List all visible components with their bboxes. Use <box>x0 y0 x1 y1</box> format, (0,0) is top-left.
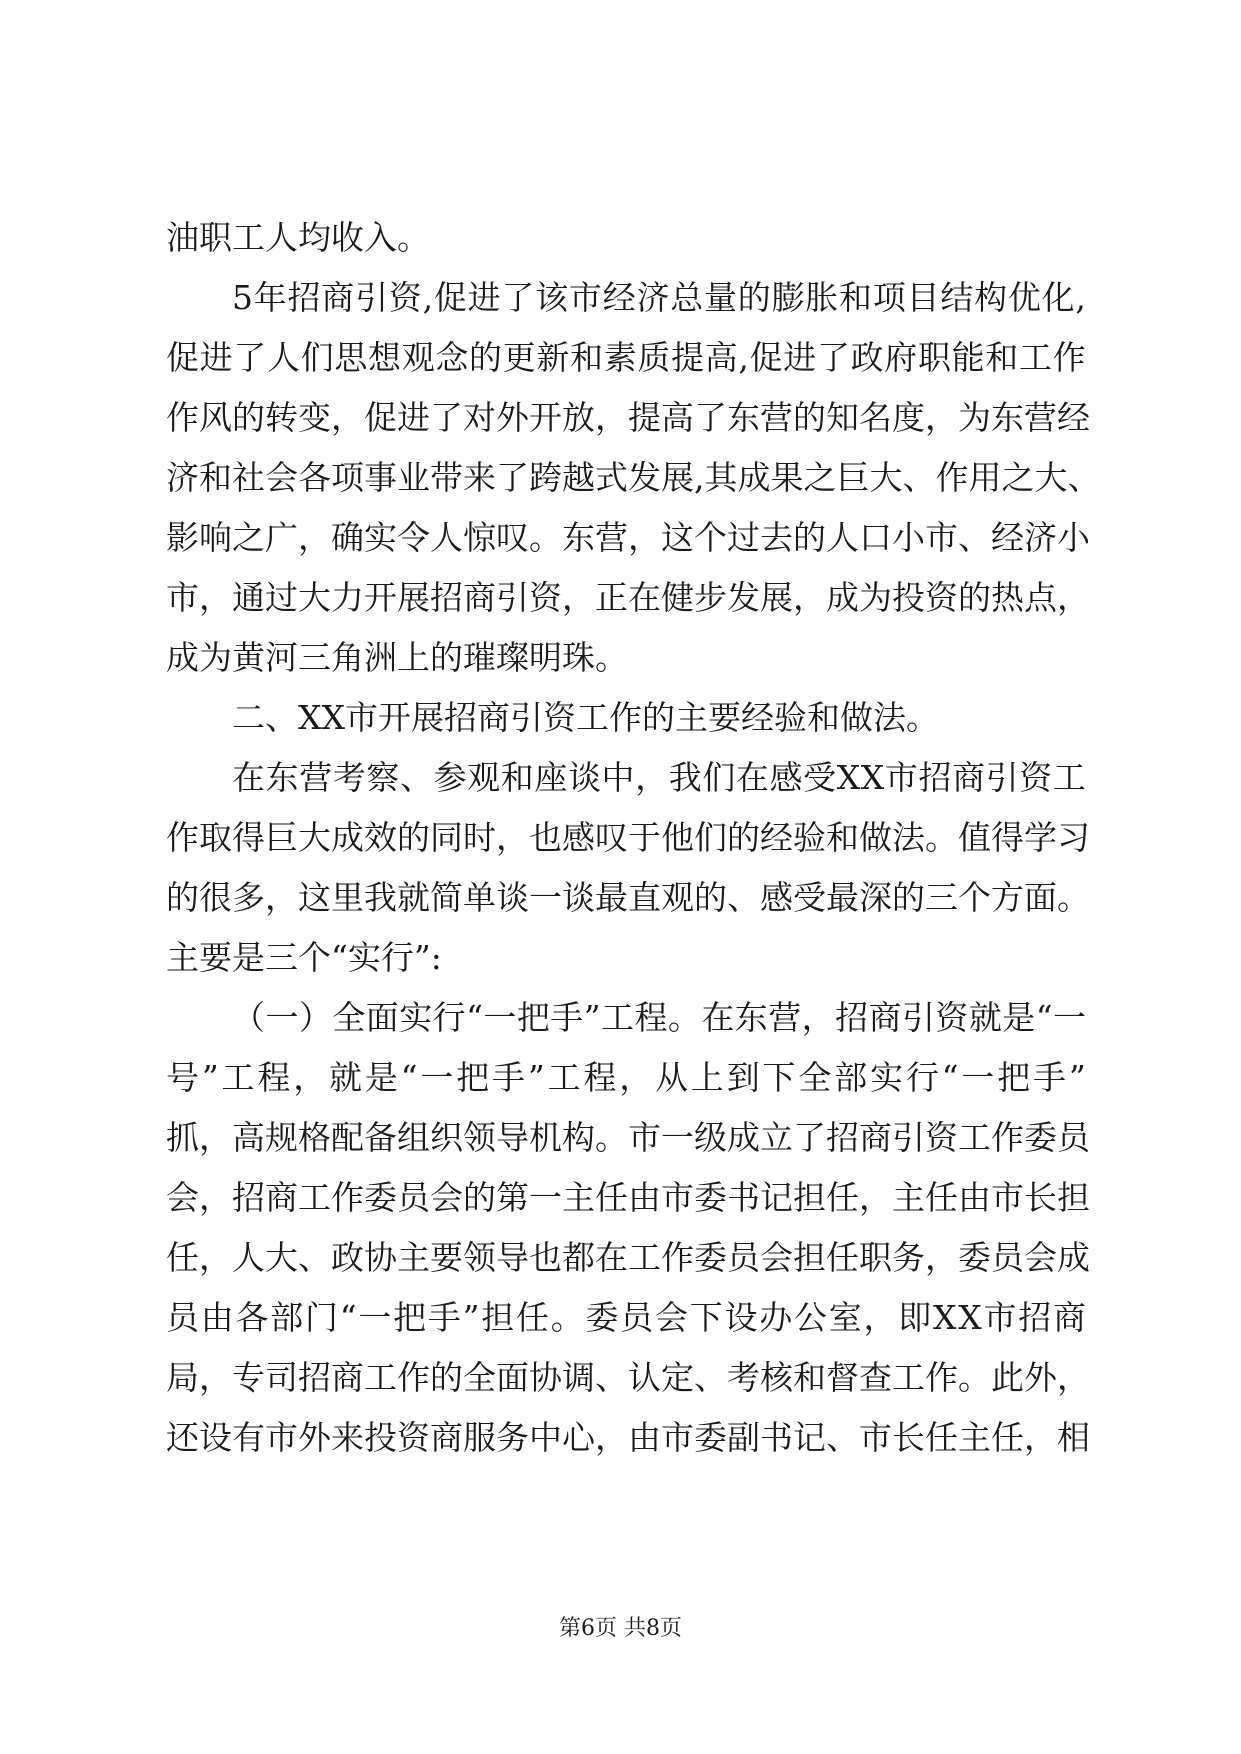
text-line: 号 ” 工 程 ， 就 是 “ 一 把 手 ” 工 程 ， 从 上 到 下 全 部 实 行 “ 一 把 手 ” <box>166 1058 1086 1097</box>
page-footer: 第6页 共8页 <box>559 1616 682 1641</box>
text-line: 抓 ， 高 规 格 配 备 组 织 领 导 机 构 。 市 一 级 成 立 了 招 商 引 资 工 作 委 员 <box>166 1118 1090 1157</box>
text-line: 影 响 之 广 ， 确 实 令 人 惊 叹 。 东 营 ， 这 个 过 去 的 人 口 小 市 、 经 济 小 <box>166 518 1090 557</box>
text-line: 主要是三个“实行”: <box>166 938 442 977</box>
text-line: 成为黄河三角洲上的璀璨明珠。 <box>166 638 628 677</box>
text-line: 促 进 了 人 们 思 想 观 念 的 更 新 和 素 质 提 高 , 促 进 了 政 府 职 能 和 工 作 <box>166 338 1086 377</box>
text-line: （ 一 ） 全 面 实 行 “ 一 把 手 ” 工 程 。 在 东 营 ， 招 商 引 资 就 是 “ 一 <box>232 998 1086 1037</box>
text-line: 市 ， 通 过 大 力 开 展 招 商 引 资 ， 正 在 健 步 发 展 ， 成 为 投 资 的 热 点 ， <box>166 578 1090 617</box>
text-line: 油职工人均收入。 <box>166 218 430 257</box>
text-line: 的 很 多 ， 这 里 我 就 简 单 谈 一 谈 最 直 观 的 、 感 受 最 深 的 三 个 方 面 。 <box>166 878 1090 917</box>
text-line: 济 和 社 会 各 项 事 业 带 来 了 跨 越 式 发 展 , 其 成 果 之 巨 大 、 作 用 之 大 、 <box>166 458 1101 497</box>
text-line: 局 ， 专 司 招 商 工 作 的 全 面 协 调 、 认 定 、 考 核 和 督 查 工 作 。 此 外 ， <box>166 1358 1090 1397</box>
text-line: 员 由 各 部 门 “ 一 把 手 ” 担 任 。 委 员 会 下 设 办 公 室 ， 即 X X 市 招 商 <box>166 1298 1086 1337</box>
text-line: 二、XX市开展招商引资工作的主要经验和做法。 <box>232 698 939 737</box>
text-line: 还 设 有 市 外 来 投 资 商 服 务 中 心 ， 由 市 委 副 书 记 、 市 长 任 主 任 ， 相 <box>166 1418 1090 1457</box>
text-line: 在 东 营 考 察 、 参 观 和 座 谈 中 ， 我 们 在 感 受 X X 市 招 商 引 资 工 <box>232 758 1086 797</box>
text-line: 作 取 得 巨 大 成 效 的 同 时 ， 也 感 叹 于 他 们 的 经 验 和 做 法 。 值 得 学 习 <box>166 818 1090 857</box>
document-body <box>166 208 1101 1468</box>
text-line: 5 年 招 商 引 资 , 促 进 了 该 市 经 济 总 量 的 膨 胀 和 项 目 结 构 优 化 , <box>232 278 1086 317</box>
text-line: 作 风 的 转 变 ， 促 进 了 对 外 开 放 ， 提 高 了 东 营 的 知 名 度 ， 为 东 营 经 <box>166 398 1090 437</box>
text-line: 任 ， 人 大 、 政 协 主 要 领 导 也 都 在 工 作 委 员 会 担 任 职 务 ， 委 员 会 成 <box>166 1238 1090 1277</box>
text-line: 会 ， 招 商 工 作 委 员 会 的 第 一 主 任 由 市 委 书 记 担 任 ， 主 任 由 市 长 担 <box>166 1178 1090 1217</box>
